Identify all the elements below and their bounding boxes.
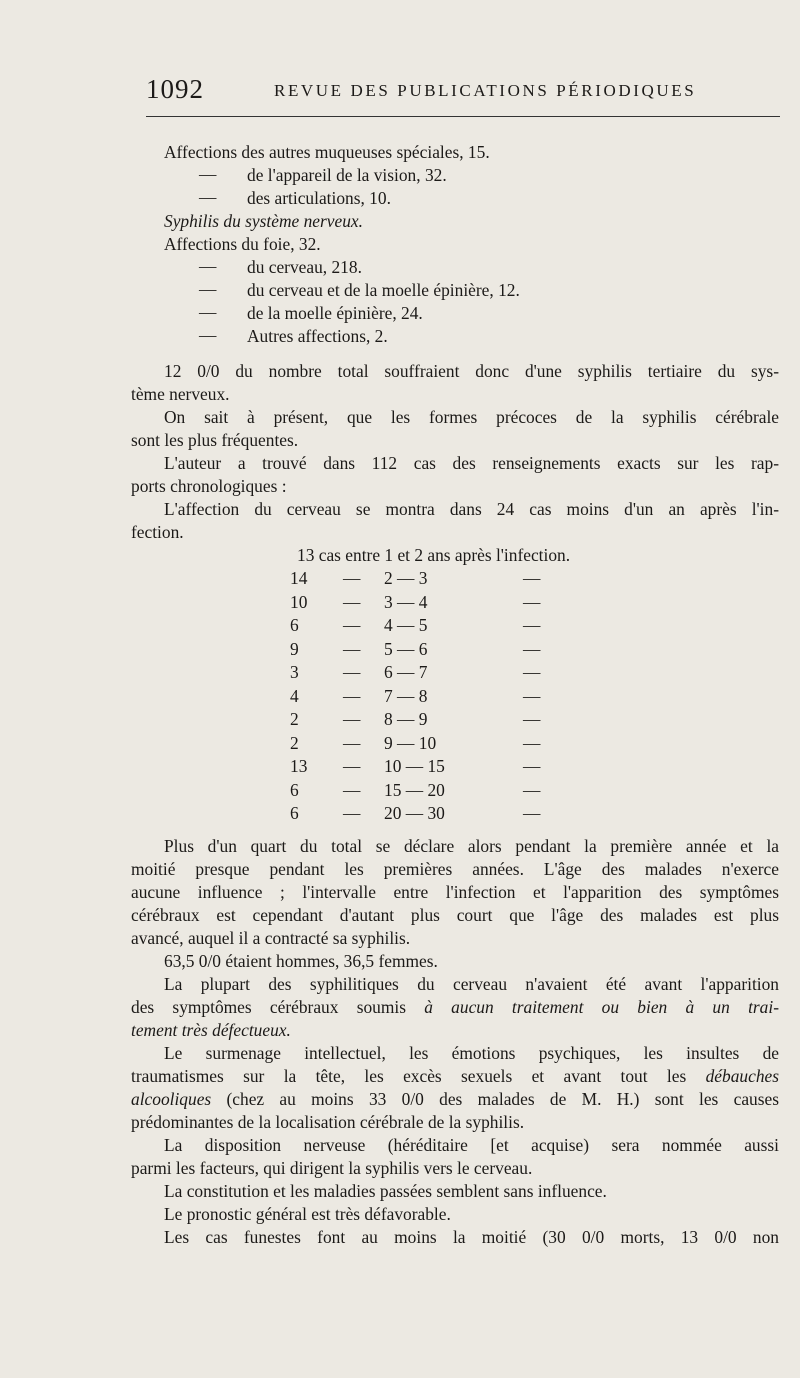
paragraph-line: cérébraux est cependant d'autant plus court que l'âge des malades est plus xyxy=(131,905,779,925)
paragraph-line xyxy=(131,1065,779,1087)
table-ditto: — xyxy=(523,592,541,612)
table-range: 3 — 4 xyxy=(384,592,428,612)
list-line: Autres affections, 2. xyxy=(247,326,388,346)
paragraph-line: sont les plus fréquentes. xyxy=(131,430,299,450)
paragraph-line: La disposition nerveuse (héréditaire [et acquise) sera nommée aussi xyxy=(164,1135,779,1155)
text-span: des symptômes cérébraux soumis xyxy=(131,997,425,1017)
table-range: 6 — 7 xyxy=(384,662,428,682)
running-title: REVUE DES PUBLICATIONS PÉRIODIQUES xyxy=(274,81,697,100)
paragraph-line: tement très défectueux. xyxy=(131,1020,291,1040)
page-number: 1092 xyxy=(146,74,204,104)
ditto-dash: — xyxy=(199,256,217,276)
list-line: du cerveau et de la moelle épinière, 12. xyxy=(247,280,520,300)
table-count: 2 xyxy=(290,709,299,729)
table-count: 14 xyxy=(290,568,308,588)
table-dash: — xyxy=(343,780,361,800)
italic-span: débauches xyxy=(705,1066,779,1086)
paragraph-line: ports chronologiques : xyxy=(131,476,287,496)
italic-span: à aucun traitement ou bien à un trai- xyxy=(424,997,779,1017)
table-dash: — xyxy=(343,803,361,823)
paragraph-line: prédominantes de la localisation cérébrale de la syphilis. xyxy=(131,1112,525,1132)
list-line: de l'appareil de la vision, 32. xyxy=(247,165,447,185)
table-dash: — xyxy=(343,733,361,753)
paragraph-line: La plupart des syphilitiques du cerveau n'avaient été avant l'apparition xyxy=(164,974,779,994)
table-count: 9 xyxy=(290,639,299,659)
table-ditto: — xyxy=(523,803,541,823)
table-count: 6 xyxy=(290,780,299,800)
paragraph-line: 63,5 0/0 étaient hommes, 36,5 femmes. xyxy=(164,951,438,971)
paragraph-line: 12 0/0 du nombre total souffraient donc d'une syphilis tertiaire du sys- xyxy=(164,361,779,381)
list-line: des articulations, 10. xyxy=(247,188,391,208)
paragraph-line: parmi les facteurs, qui dirigent la syphilis vers le cerveau. xyxy=(131,1158,533,1178)
table-dash: — xyxy=(343,686,361,706)
section-heading: Syphilis du système nerveux. xyxy=(164,211,363,231)
table-range: 20 — 30 xyxy=(384,803,445,823)
paragraph-line xyxy=(131,996,779,1018)
table-range: 2 — 3 xyxy=(384,568,428,588)
paragraph-line: moitié presque pendant les premières années. L'âge des malades n'exerce xyxy=(131,859,779,879)
paragraph-line: L'auteur a trouvé dans 112 cas des renseignements exacts sur les rap- xyxy=(164,453,779,473)
table-ditto: — xyxy=(523,568,541,588)
paragraph-line: Plus d'un quart du total se déclare alors pendant la première année et la xyxy=(164,836,779,856)
table-range: 7 — 8 xyxy=(384,686,428,706)
table-count: 13 xyxy=(290,756,308,776)
paragraph-line: Le pronostic général est très défavorable. xyxy=(164,1204,451,1224)
ditto-dash: — xyxy=(199,279,217,299)
table-count: 4 xyxy=(290,686,299,706)
paragraph-line: fection. xyxy=(131,522,184,542)
paragraph-line: tème nerveux. xyxy=(131,384,230,404)
header-rule xyxy=(146,116,780,117)
table-dash: — xyxy=(343,662,361,682)
table-first-row: 13 cas entre 1 et 2 ans après l'infection. xyxy=(297,545,571,565)
table-count: 10 xyxy=(290,592,308,612)
list-line: Affections du foie, 32. xyxy=(164,234,321,254)
text-span: traumatismes sur la tête, les excès sexuels et avant tout les xyxy=(131,1066,706,1086)
table-ditto: — xyxy=(523,686,541,706)
table-count: 6 xyxy=(290,615,299,635)
paragraph-line: avancé, auquel il a contracté sa syphilis. xyxy=(131,928,411,948)
table-ditto: — xyxy=(523,615,541,635)
paragraph-line: L'affection du cerveau se montra dans 24 cas moins d'un an après l'in- xyxy=(164,499,779,519)
table-dash: — xyxy=(343,568,361,588)
table-dash: — xyxy=(343,756,361,776)
table-range: 4 — 5 xyxy=(384,615,428,635)
ditto-dash: — xyxy=(199,325,217,345)
paragraph-line: On sait à présent, que les formes précoces de la syphilis cérébrale xyxy=(164,407,779,427)
paragraph-line xyxy=(131,1088,779,1110)
table-ditto: — xyxy=(523,780,541,800)
table-dash: — xyxy=(343,592,361,612)
paragraph-line: La constitution et les maladies passées semblent sans influence. xyxy=(164,1181,607,1201)
table-ditto: — xyxy=(523,733,541,753)
ditto-dash: — xyxy=(199,187,217,207)
table-count: 2 xyxy=(290,733,299,753)
ditto-dash: — xyxy=(199,302,217,322)
table-ditto: — xyxy=(523,756,541,776)
paragraph-line: Les cas funestes font au moins la moitié (30 0/0 morts, 13 0/0 non xyxy=(164,1227,779,1247)
table-range: 8 — 9 xyxy=(384,709,428,729)
table-range: 15 — 20 xyxy=(384,780,445,800)
table-ditto: — xyxy=(523,639,541,659)
list-line: du cerveau, 218. xyxy=(247,257,362,277)
table-dash: — xyxy=(343,639,361,659)
table-count: 3 xyxy=(290,662,299,682)
table-range: 10 — 15 xyxy=(384,756,445,776)
list-line: Affections des autres muqueuses spéciales, 15. xyxy=(164,142,490,162)
table-count: 6 xyxy=(290,803,299,823)
ditto-dash: — xyxy=(199,164,217,184)
italic-span: alcooliques xyxy=(131,1089,212,1109)
table-dash: — xyxy=(343,709,361,729)
paragraph-line: Le surmenage intellectuel, les émotions psychiques, les insultes de xyxy=(164,1043,779,1063)
table-range: 5 — 6 xyxy=(384,639,428,659)
page-header xyxy=(146,74,780,114)
paragraph-line: aucune influence ; l'intervalle entre l'infection et l'apparition des symptômes xyxy=(131,882,779,902)
table-dash: — xyxy=(343,615,361,635)
table-ditto: — xyxy=(523,709,541,729)
table-ditto: — xyxy=(523,662,541,682)
table-range: 9 — 10 xyxy=(384,733,437,753)
text-span: (chez au moins 33 0/0 des malades de M. H.) sont les causes xyxy=(211,1089,779,1109)
list-line: de la moelle épinière, 24. xyxy=(247,303,423,323)
